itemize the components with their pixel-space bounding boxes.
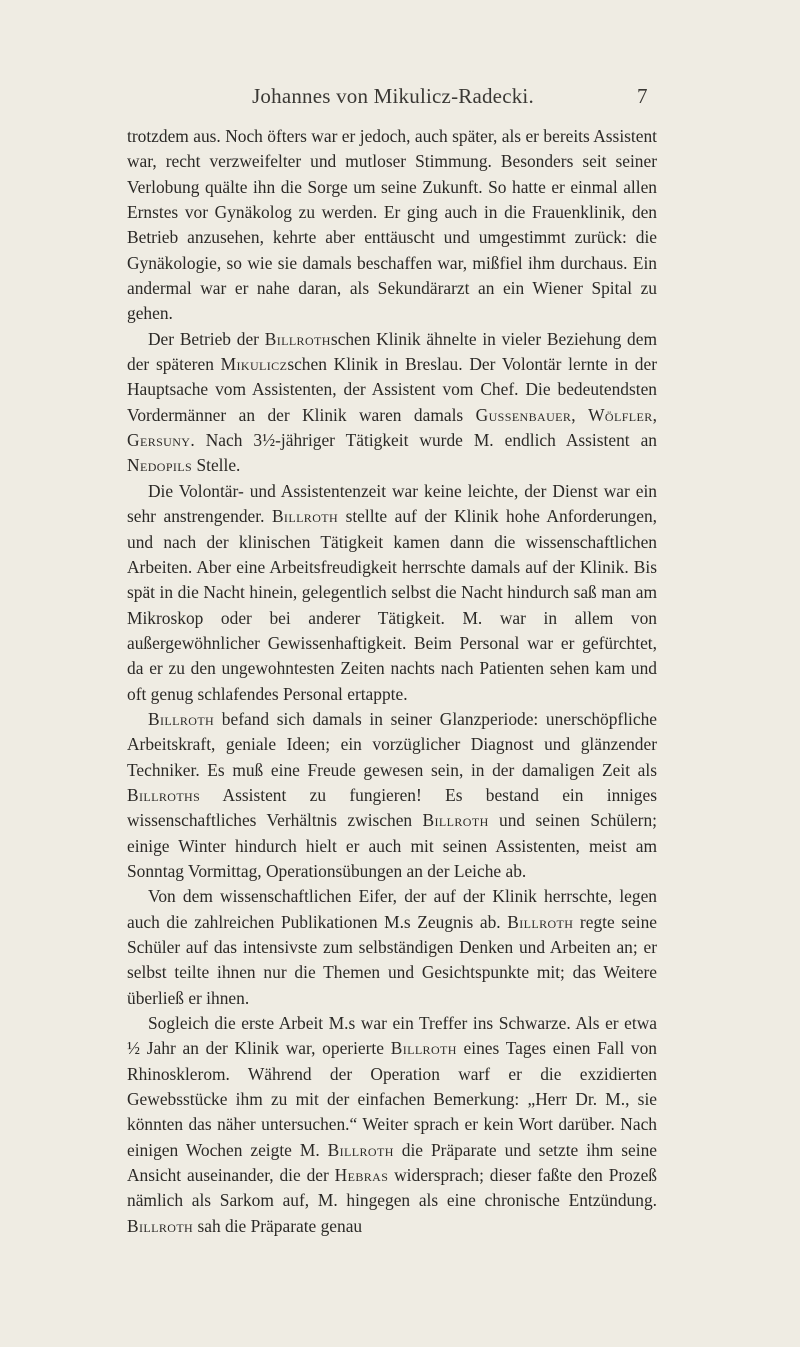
text-run: stellte auf der Klinik hohe Anforderungen, und nach der klinischen Tätigkeit kamen dann die wissenschaftlichen Arbeiten. Aber eine Arbeitsfreudigkeit herrschte damals auf der Klinik. Bis spät in die Nacht hinein, gelegentlich selbst die Nacht hindurch saß man am Mikroskop oder bei anderer Tätigkeit. M. war in allem von außergewöhnlicher Gewissenhaftigkeit. Beim Personal war er gefürchtet, da er zu den ungewohntesten Zeiten nachts nach Patienten sehen kam und oft genug schlafendes Personal ertappte.	[127, 506, 657, 704]
text-run: widersprach; dieser faßte den Prozeß nämlich als Sarkom auf, M. hingegen als eine chronische Entzündung.	[127, 1165, 658, 1211]
text-run: ,	[571, 404, 589, 425]
text-run: sah die Präparate genau	[193, 1215, 363, 1236]
paragraph	[127, 1011, 657, 1239]
page-number: 7	[637, 84, 648, 108]
body-text	[127, 124, 657, 1239]
person-name: Billroth	[127, 1215, 194, 1236]
text-run: schen Klinik ähnelte in vieler Beziehung dem der späteren	[127, 328, 657, 375]
person-name: Mikulicz	[220, 354, 288, 375]
paragraph	[127, 707, 657, 884]
paragraph	[127, 479, 657, 707]
person-name: Billroth	[327, 1139, 394, 1160]
person-name: Billroth	[264, 328, 331, 349]
person-name: Billroth	[507, 911, 574, 932]
text-run: . Nach 3½-jähriger Tätigkeit wurde M. endlich Assistent an	[190, 430, 657, 451]
person-name: Gersuny	[127, 430, 191, 451]
text-run: die Präparate und setzte ihm seine Ansicht auseinander, die der	[127, 1139, 657, 1186]
person-name: Gussenbauer	[475, 404, 572, 425]
person-name: Billroth	[422, 810, 489, 831]
text-run: schen Klinik in Breslau. Der Volontär lernte in der Hauptsache vom Assistenten, der Assistent vom Chef. Die bedeutendsten Vordermänner an der Klinik waren damals	[127, 354, 657, 425]
person-name: Billroth	[390, 1038, 457, 1059]
person-name: Billroths	[127, 784, 201, 805]
person-name: Wölfler	[588, 404, 653, 425]
text-run: Assistent zu fungieren! Es bestand ein inniges wissenschaftliches Verhältnis zwischen	[127, 784, 657, 831]
person-name: Nedopils	[127, 455, 193, 476]
text-run: Die Volontär- und Assistentenzeit war keine leichte, der Dienst war ein sehr anstrengender.	[127, 480, 657, 527]
text-run: eines Tages einen Fall von Rhinosklerom. Während der Operation warf er die exzidierten Gewebsstücke ihm zu mit der einfachen Bemerkung: „Herr Dr. M., sie könnten das näher untersuchen.“ Weiter sprach er kein Wort darüber. Nach einigen Wochen zeigte M.	[127, 1038, 658, 1160]
text-run: Stelle.	[192, 455, 241, 476]
person-name: Billroth	[271, 506, 339, 527]
text-run: Sogleich die erste Arbeit M.s war ein Treffer ins Schwarze. Als er etwa ½ Jahr an der Klinik war, operierte	[127, 1013, 657, 1059]
paragraph	[127, 327, 657, 479]
text-run: befand sich damals in seiner Glanzperiode: unerschöpfliche Arbeitskraft, geniale Ideen; ein vorzüglicher Diagnost und glänzender Techniker. Es muß eine Freude gewesen sein, in der damaligen Zeit als	[127, 708, 657, 780]
text-run: ,	[652, 404, 657, 425]
text-run: Von dem wissenschaftlichen Eifer, der auf der Klinik herrschte, legen auch die zahlreichen Publikationen M.s Zeugnis ab.	[127, 886, 657, 932]
text-run: regte seine Schüler auf das intensivste zum selbständigen Denken und Arbeiten an; er selbst teilte ihnen nur die Themen und Gesichtspunkte mit; das Weitere überließ er ihnen.	[127, 911, 658, 1008]
running-title: Johannes von Mikulicz-Radecki.	[252, 84, 534, 108]
person-name: Billroth	[148, 708, 215, 729]
text-run: Der Betrieb der	[148, 328, 265, 349]
text-run: und seinen Schülern; einige Winter hindurch hielt er auch mit seinen Assistenten, meist am Sonntag Vormittag, Operationsübungen an der Leiche ab.	[127, 810, 657, 881]
text-run: trotzdem aus. Noch öfters war er jedoch, auch später, als er bereits Assistent war, recht verzweifelter und mutloser Stimmung. Besonders seit seiner Verlobung quälte ihn die Sorge um seine Zukunft. So hatte er einmal allen Ernstes vor Gynäkolog zu werden. Er ging auch in die Frauenklinik, den Betrieb anzusehen, kehrte aber enttäuscht und umgestimmt zurück: die Gynäkologie, so wie sie damals beschaffen war, mißfiel ihm durchaus. Ein andermal war er nahe daran, als Sekundärarzt an ein Wiener Spital zu gehen.	[127, 126, 657, 324]
paragraph	[127, 124, 657, 327]
person-name: Hebras	[334, 1165, 389, 1186]
paragraph	[127, 884, 657, 1011]
